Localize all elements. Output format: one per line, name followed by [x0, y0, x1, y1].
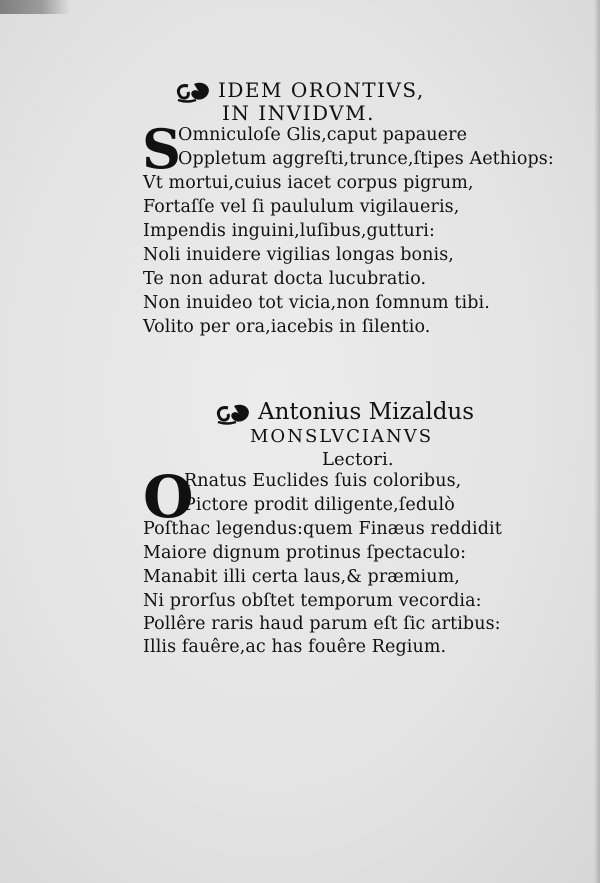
fleuron-icon — [214, 402, 254, 426]
poem-title-line-3: Lectori. — [322, 449, 394, 470]
verse-line: Fortaſſe vel ſi paululum vigilaueris, — [143, 197, 460, 217]
verse-line: Poſthac legendus:quem Finæus reddidit — [143, 519, 502, 539]
verse-line: Rnatus Euclides ſuis coloribus, — [184, 471, 462, 491]
verse-line: Te non adurat docta lucubratio. — [143, 269, 427, 289]
verse-line: Non inuideo tot vicia,non ſomnum tibi. — [143, 293, 490, 313]
verse-line: Omniculoſe Glis,caput papauere — [178, 125, 468, 145]
show-through-mark — [505, 226, 508, 236]
verse-line: Impendis inguini,luſibus,gutturi: — [143, 221, 435, 241]
fleuron-icon — [174, 80, 214, 104]
verse-line: Illis fauêre,ac has fouêre Regium. — [143, 637, 447, 657]
drop-cap: S — [142, 117, 181, 181]
page-edge-shadow — [594, 0, 600, 883]
verse-line: Noli inuidere vigilias longas bonis, — [143, 245, 454, 265]
scan-corner-shadow — [0, 0, 70, 14]
poem-title-line-2: MONSLVCIANVS — [250, 426, 434, 447]
drop-cap: O — [143, 463, 194, 531]
verse-line: Maiore dignum protinus ſpectaculo: — [143, 543, 467, 563]
verse-line: Pollêre raris haud parum eſt ſic artibus: — [143, 614, 501, 634]
verse-line: Ni prorſus obſtet temporum vecordia: — [143, 591, 482, 611]
poem-title-line-1: IDEM ORONTIVS, — [218, 78, 425, 102]
verse-line: Manabit illi certa laus,& præmium, — [143, 567, 460, 587]
verse-line: Volito per ora,iacebis in ſilentio. — [143, 317, 431, 337]
verse-line: Oppletum aggreſti,trunce,ſtipes Aethiops: — [178, 149, 554, 169]
poem-title-line-1: Antonius Mizaldus — [258, 399, 475, 425]
verse-line: Pictore prodit diligente,ſedulò — [184, 495, 455, 515]
poem-title-line-2: IN INVIDVM. — [222, 101, 375, 125]
verse-line: Vt mortui,cuius iacet corpus pigrum, — [143, 173, 474, 193]
